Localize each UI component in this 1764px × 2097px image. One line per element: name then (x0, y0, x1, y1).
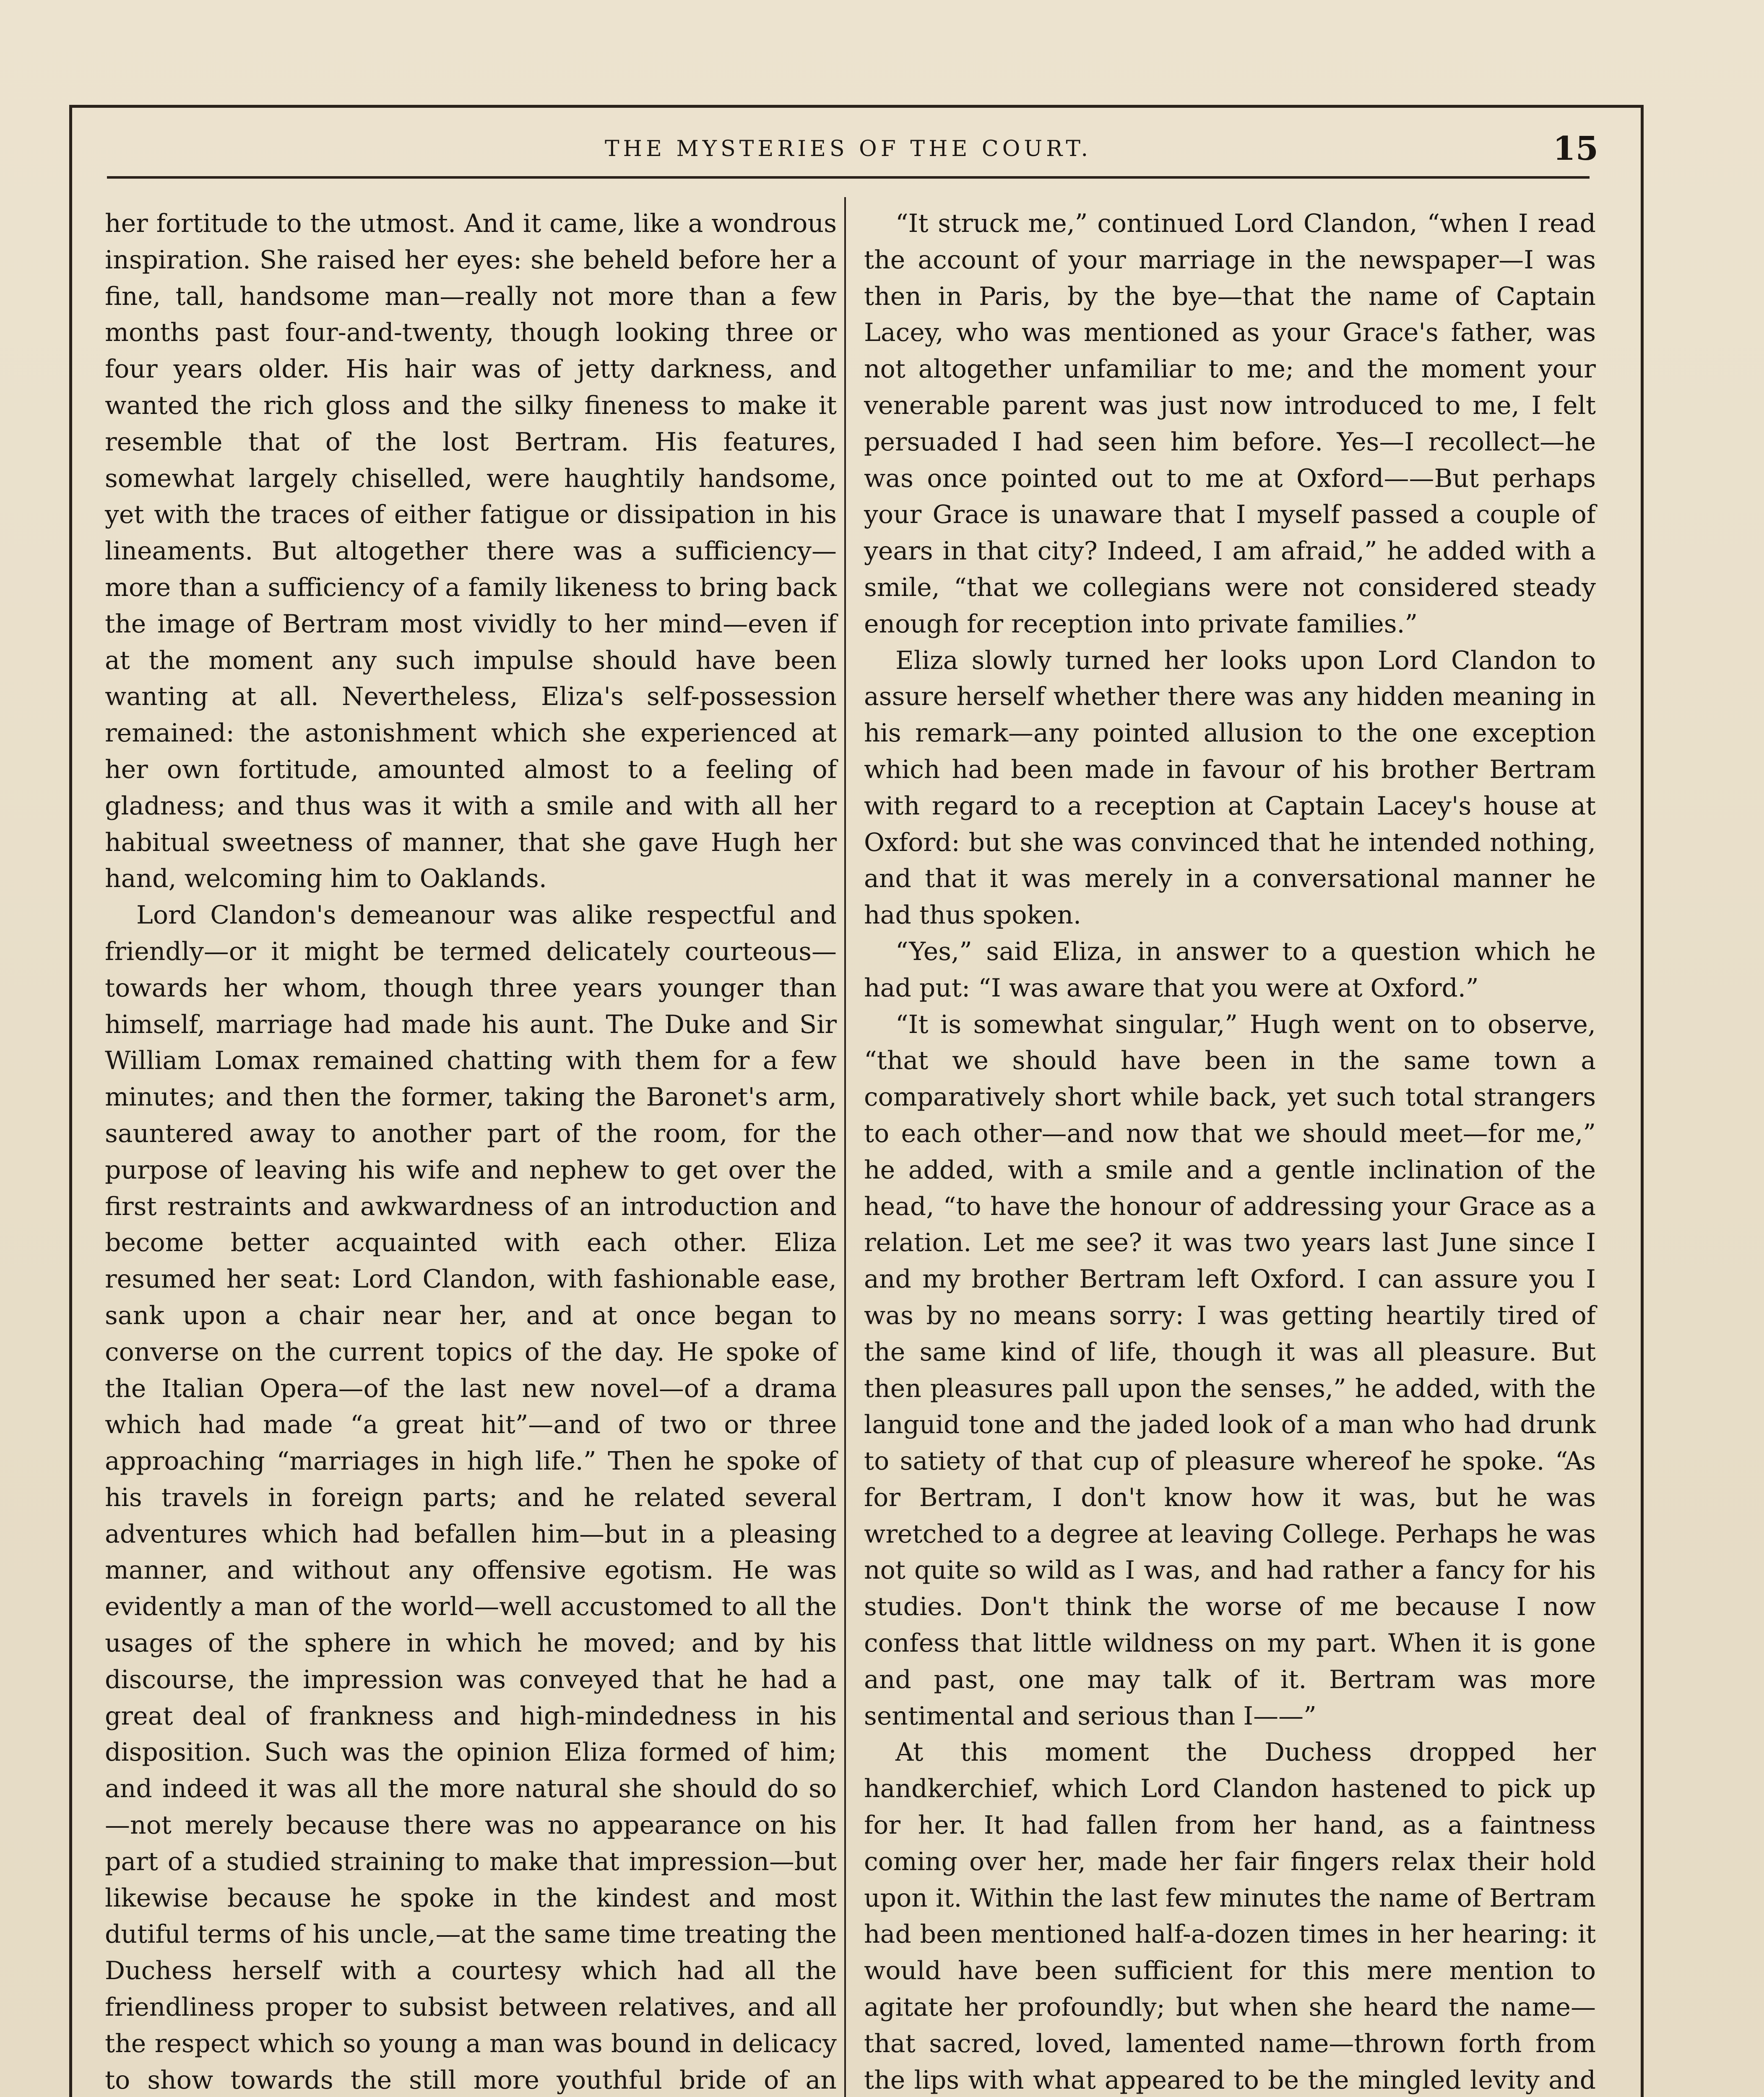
header-rule (107, 176, 1590, 179)
paragraph: Lord Clandon's demeanour was alike respectful and friendly—or it might be termed delicately courteous—towards her whom, though three years younger than himself, marriage had made his aunt. The Duke and Sir William Lomax remained chatting with them for a few minutes; and then the former, taking the Baronet's arm, sauntered away to another part of the room, for the purpose of leaving his wife and nephew to get over the first restraints and awkwardness of an introduction and become better acquainted with each other. Eliza resumed her seat: Lord Clandon, with fashionable ease, sank upon a chair near her, and at once began to converse on the current topics of the day. He spoke of the Italian Opera—of the last new novel—of a drama which had made “a great hit”—and of two or three approaching “marriages in high life.” Then he spoke of his travels in foreign parts; and he related several adventures which had befallen him—but in a pleasing manner, and without any offensive egotism. He was evidently a man of the world—well accustomed to all the usages of the sphere in which he moved; and by his discourse, the impression was conveyed that he had a great deal of frankness and high-mindedness in his disposition. Such was the opinion Eliza formed of him; and indeed it was all the more natural she should do so—not merely because there was no appearance on his part of a studied straining to make that impression—but likewise because he spoke in the kindest and most dutiful terms of his uncle,—at the same time treating the Duchess herself with a courtesy which had all the friendliness proper to subsist between relatives, and all the respect which so young a man was bound in delicacy to show towards the still more youthful bride of an (105, 900, 837, 2095)
paragraph: Eliza slowly turned her looks upon Lord Clandon to assure herself whether there was any hidden meaning in his remark—any pointed allusion to the one exception which had been made in favour of his brother Bertram with regard to a reception at Captain Lacey's house at Oxford: but she was convinced that he intended nothing, and that it was merely in a conversational manner he had thus spoken. (864, 645, 1596, 930)
paragraph: “Yes,” said Eliza, in answer to a question which he had put: “I was aware that you were at Oxford.” (864, 937, 1596, 1003)
right-column (864, 206, 1596, 2097)
left-column (105, 206, 837, 2097)
paragraph: her fortitude to the utmost. And it came, like a wondrous inspiration. She raised her eyes: she beheld before her a fine, tall, handsome man—really not more than a few months past four-and-twenty, though looking three or four years older. His hair was of jetty darkness, and wanted the rich gloss and the silky fineness to make it resemble that of the lost Bertram. His features, somewhat largely chiselled, were haughtily handsome, yet with the traces of either fatigue or dissipation in his lineaments. But altogether there was a sufficiency—more than a sufficiency of a family likeness to bring back the image of Bertram most vividly to her mind—even if at the moment any such impulse should have been wanting at all. Nevertheless, Eliza's self-possession remained: the astonishment which she experienced at her own fortitude, amounted almost to a feeling of gladness; and thus was it with a smile and with all her habitual sweetness of manner, that she gave Hugh her hand, welcoming him to Oaklands. (105, 209, 837, 894)
column-divider (844, 197, 846, 2097)
running-head: THE MYSTERIES OF THE COURT. (605, 136, 1092, 161)
paragraph: At this moment the Duchess dropped her handkerchief, which Lord Clandon hastened to pick up for her. It had fallen from her hand, as a faintness coming over her, made her fair fingers relax their hold upon it. Within the last few minutes the name of Bertram had been mentioned half-a-dozen times in her hearing: it would have been sufficient for this mere mention to agitate her profoundly; but when she heard the name—that sacred, loved, lamented name—thrown forth from the lips with what appeared to be the mingled levity and (864, 1738, 1596, 2095)
paragraph: “It struck me,” continued Lord Clandon, “when I read the account of your marriage in the newspaper—I was then in Paris, by the bye—that the name of Captain Lacey, who was mentioned as your Grace's father, was not altogether unfamiliar to me; and the moment your venerable parent was just now introduced to me, I felt persuaded I had seen him before. Yes—I recollect—he was once pointed out to me at Oxford——But perhaps your Grace is unaware that I myself passed a couple of years in that city? Indeed, I am afraid,” he added with a smile, “that we collegians were not considered steady enough for reception into private families.” (864, 209, 1596, 639)
paragraph: “It is somewhat singular,” Hugh went on to observe, “that we should have been in the same town a comparatively short while back, yet such total strangers to each other—and now that we should meet—for me,” he added, with a smile and a gentle inclination of the head, “to have the honour of addressing your Grace as a relation. Let me see? it was two years last June since I and my brother Bertram left Oxford. I can assure you I was by no means sorry: I was getting heartily tired of the same kind of life, though it was all pleasure. But then pleasures pall upon the senses,” he added, with the languid tone and the jaded look of a man who had drunk to satiety of that cup of pleasure whereof he spoke. “As for Bertram, I don't know how it was, but he was wretched to a degree at leaving College. Perhaps he was not quite so wild as I was, and had rather a fancy for his studies. Don't think the worse of me because I now confess that little wildness on my part. When it is gone and past, one may talk of it. Bertram was more sentimental and serious than I——” (864, 1009, 1596, 1731)
page-number: 15 (1553, 130, 1598, 168)
